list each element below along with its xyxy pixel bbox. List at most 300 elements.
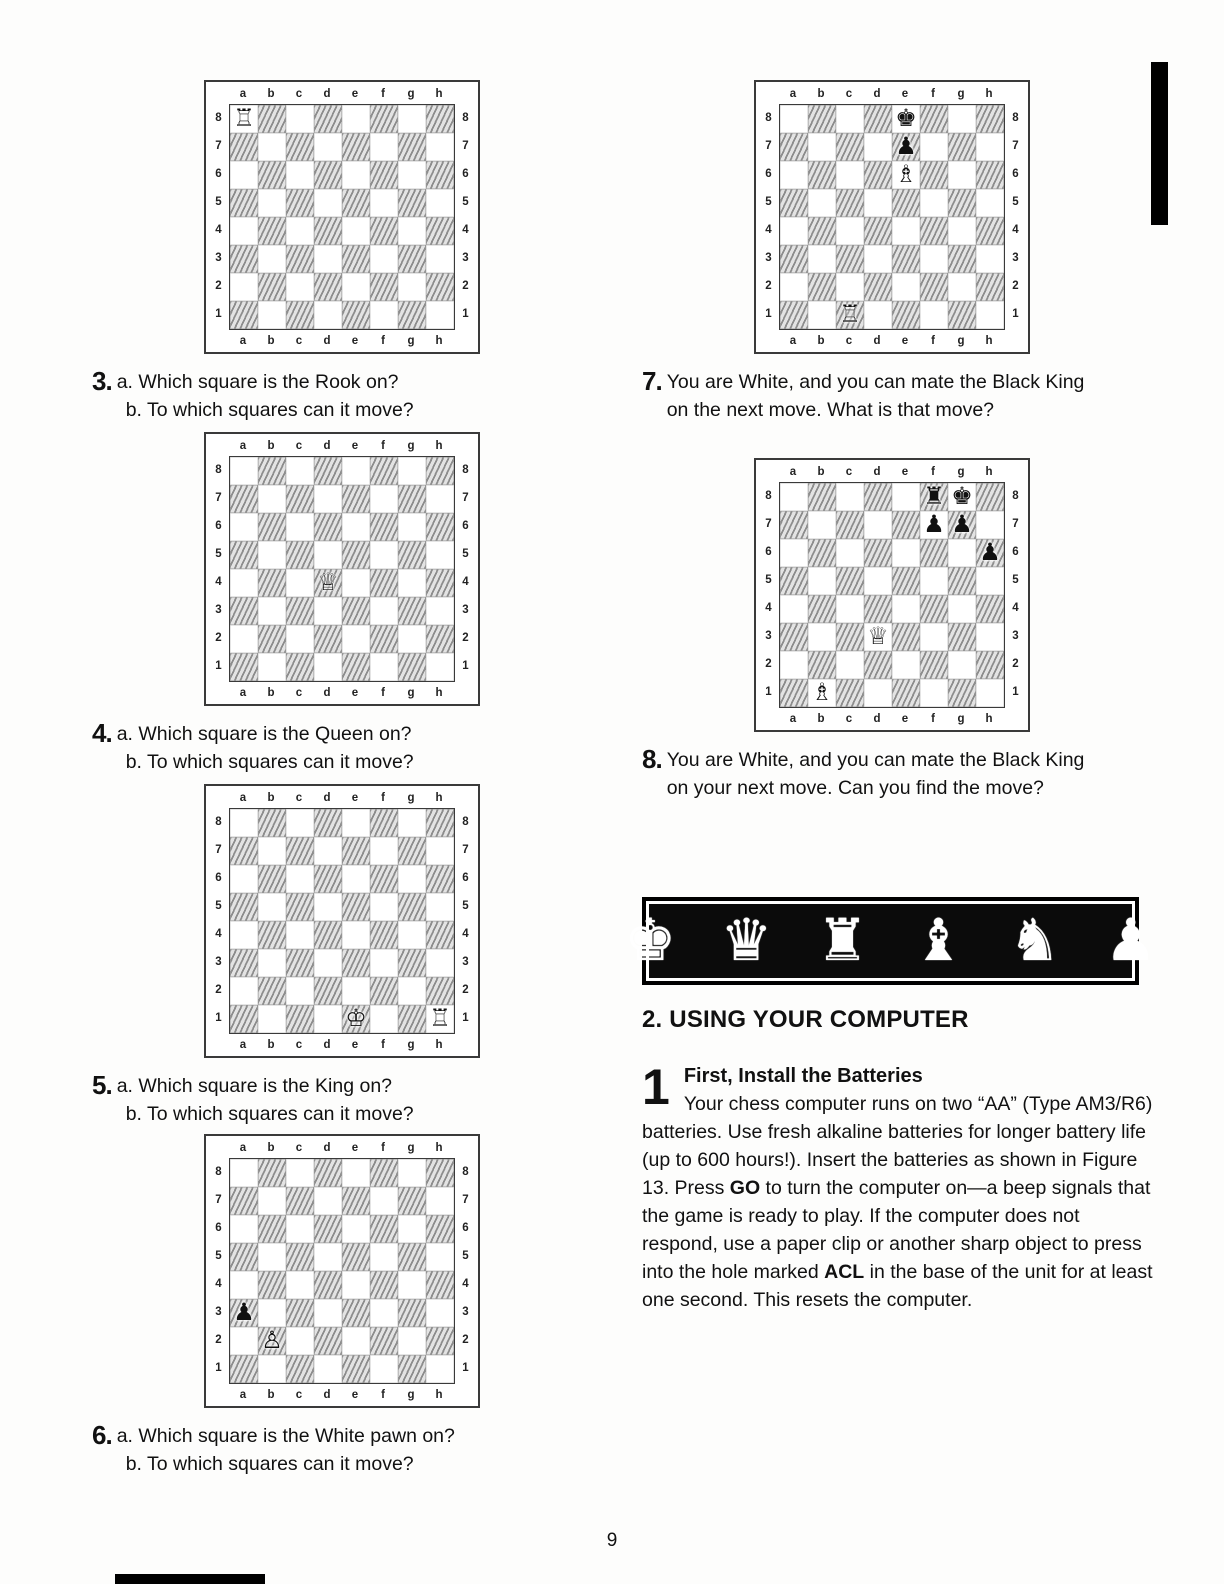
board-square-e5 [892,189,920,217]
file-label: a [789,712,797,725]
board-square-h1 [426,1355,454,1383]
board-square-b4 [258,569,286,597]
rank-label: 6 [1012,168,1019,180]
step-paragraph: Your chess computer runs on two “AA” (Type AM3/R6) batteries. Use fresh alkaline batteries for longer battery life (up to 600 hours!). Insert the batteries as shown in Figure 13. Press GO to turn the computer on—a beep signals that the game is ready to play. If the computer does not respond, use a paper clip or another sharp object to press into the hole marked ACL in the base of the unit for at least one second. This resets the computer. [642,1093,1153,1311]
rank-label: 8 [765,490,772,502]
file-label: d [323,439,331,452]
board-square-c1 [836,679,864,707]
board-square-b5 [258,893,286,921]
rank-label: 3 [462,252,469,264]
file-label: a [789,87,797,100]
file-label: e [351,439,359,452]
board-square-c4 [286,217,314,245]
file-labels-row [758,83,1026,104]
file-label: d [873,465,881,478]
board-square-h1 [976,679,1004,707]
board-square-a8 [230,1159,258,1187]
file-label: e [351,334,359,347]
rank-label: 1 [1012,308,1019,320]
file-label: h [435,439,443,452]
board-square-g8 [398,809,426,837]
board-square-g6 [948,161,976,189]
board-square-h6 [976,539,1004,567]
board-square-d5 [314,189,342,217]
board-square-h7 [426,837,454,865]
board-square-g4 [398,921,426,949]
problem-number: 8. [642,744,662,774]
board-square-b3 [258,949,286,977]
file-label: d [323,791,331,804]
board-square-g2 [948,273,976,301]
board-square-g1 [398,1355,426,1383]
board-square-d1 [314,653,342,681]
rank-label: 7 [215,492,222,504]
file-label: b [267,1141,275,1154]
chessboard-problem-8 [754,458,1030,732]
rank-label: 3 [765,630,772,642]
board-square-a8 [230,457,258,485]
board-square-c2 [286,1327,314,1355]
board-square-c1 [286,653,314,681]
board-square-c8 [286,809,314,837]
board-square-b8 [258,105,286,133]
board-square-b8 [808,483,836,511]
rank-label: 1 [765,686,772,698]
board-square-f7 [370,133,398,161]
rank-label: 3 [215,252,222,264]
board-square-b2 [258,625,286,653]
board-square-a7 [780,511,808,539]
file-label: b [817,334,825,347]
board-square-c6 [286,161,314,189]
board-square-f7 [370,1187,398,1215]
board-square-g4 [948,217,976,245]
file-label: a [789,334,797,347]
board-square-b5 [808,189,836,217]
board-square-b1 [258,1005,286,1033]
board-square-h1 [426,1005,454,1033]
file-label: b [267,686,275,699]
board-square-c3 [286,1299,314,1327]
rank-label: 3 [765,252,772,264]
file-label: f [931,712,935,725]
board-square-b3 [258,597,286,625]
file-label: g [957,465,965,478]
rank-label: 8 [215,112,222,124]
file-label: a [239,1038,247,1051]
board-square-g7 [948,511,976,539]
chessboard-problem-7 [754,80,1030,354]
file-label: e [901,712,909,725]
file-label: d [323,1038,331,1051]
board-square-a3 [780,245,808,273]
question-line-b: b. To which squares can it move? [125,1453,414,1475]
file-label: g [407,791,415,804]
board-square-d3 [314,949,342,977]
board-square-b2 [258,1327,286,1355]
board-square-f3 [370,1299,398,1327]
board-square-e1 [342,1005,370,1033]
file-label: f [931,334,935,347]
rank-label: 6 [462,520,469,532]
board-square-e3 [342,949,370,977]
file-label: e [351,1141,359,1154]
file-label: h [435,87,443,100]
board-square-a6 [230,513,258,541]
board-square-d8 [314,457,342,485]
board-square-d4 [314,217,342,245]
board-square-e3 [342,245,370,273]
board-square-c3 [836,245,864,273]
board-square-g6 [398,161,426,189]
board-square-c8 [836,105,864,133]
board-square-b5 [258,541,286,569]
board-square-h6 [426,161,454,189]
board-square-c5 [286,541,314,569]
board-square-e2 [892,651,920,679]
board-square-g8 [948,105,976,133]
board-square-e4 [342,921,370,949]
rank-label: 6 [215,168,222,180]
board-square-g2 [398,273,426,301]
chessboard-exercise-5 [204,784,480,1058]
board-square-d3 [314,597,342,625]
file-label: g [957,334,965,347]
board-square-g5 [398,1243,426,1271]
board-square-h2 [426,1327,454,1355]
chessboard-exercise-3 [204,80,480,354]
board-square-b1 [258,653,286,681]
file-label: c [295,791,303,804]
rank-label: 5 [215,196,222,208]
board-square-b6 [258,1215,286,1243]
board-square-h6 [426,865,454,893]
board-square-b4 [258,921,286,949]
problem-8-caption [642,746,1142,802]
board-square-e6 [342,161,370,189]
board-square-a6 [230,1215,258,1243]
rank-labels-column [455,1158,476,1384]
board-square-b3 [258,1299,286,1327]
board-square-f4 [370,1271,398,1299]
file-label: c [295,334,303,347]
board-square-f3 [370,949,398,977]
rank-label: 8 [215,1166,222,1178]
board-square-e6 [342,865,370,893]
board-square-c6 [286,513,314,541]
chess-piece-icon: ♕ [317,569,339,596]
board-square-c2 [286,977,314,1005]
board-square-b3 [258,245,286,273]
rank-label: 4 [765,224,772,236]
board-square-g8 [398,1159,426,1187]
board-square-e5 [342,1243,370,1271]
rank-label: 3 [462,1306,469,1318]
board-square-d7 [314,485,342,513]
board-square-g3 [948,623,976,651]
board-square-d4 [864,595,892,623]
board-square-e8 [342,457,370,485]
board-square-g4 [948,595,976,623]
board-square-e7 [892,133,920,161]
board-square-b7 [808,511,836,539]
question-line-a: a. Which square is the Rook on? [116,371,399,393]
board-square-h2 [426,977,454,1005]
rank-label: 1 [1012,686,1019,698]
chess-piece-icon: ♖ [233,105,255,132]
board-square-d8 [314,809,342,837]
rank-label: 7 [215,1194,222,1206]
board-square-h8 [426,1159,454,1187]
file-label: e [901,87,909,100]
board-square-h4 [426,1271,454,1299]
board-square-e7 [342,1187,370,1215]
board-square-c2 [836,651,864,679]
rank-label: 8 [462,464,469,476]
board-square-a8 [230,809,258,837]
board-square-h8 [426,457,454,485]
board-square-f4 [920,595,948,623]
rank-label: 2 [462,280,469,292]
board-square-e4 [342,217,370,245]
board-square-g2 [948,651,976,679]
board-square-d5 [314,1243,342,1271]
board-square-a2 [230,977,258,1005]
board-square-a1 [230,1005,258,1033]
board-square-e8 [342,1159,370,1187]
rank-label: 7 [765,518,772,530]
board-square-c7 [286,133,314,161]
rank-label: 7 [215,844,222,856]
rank-label: 6 [462,1222,469,1234]
board-square-g3 [398,245,426,273]
rank-labels-column [455,456,476,682]
board-square-e6 [342,513,370,541]
file-label: d [873,334,881,347]
board-square-d5 [314,893,342,921]
rank-labels-column [455,808,476,1034]
rank-labels-column [455,104,476,330]
board-square-f3 [370,245,398,273]
board-square-b1 [808,301,836,329]
rank-label: 4 [215,1278,222,1290]
board-square-f8 [370,809,398,837]
board-square-f6 [370,1215,398,1243]
board-square-c4 [286,1271,314,1299]
board-square-a4 [230,1271,258,1299]
board-square-c7 [836,511,864,539]
board-square-g3 [398,1299,426,1327]
file-label: d [323,1141,331,1154]
file-label: g [407,1388,415,1401]
board-square-e2 [342,273,370,301]
board-square-d6 [864,161,892,189]
board-square-f5 [370,1243,398,1271]
rank-label: 4 [765,602,772,614]
board-square-a1 [780,301,808,329]
exercise-3 [92,80,592,424]
board-squares-grid [779,482,1005,708]
rank-label: 3 [462,604,469,616]
board-square-a7 [780,133,808,161]
board-square-d7 [864,511,892,539]
rank-label: 1 [462,308,469,320]
file-label: d [323,334,331,347]
file-label: a [239,439,247,452]
file-label: f [381,1388,385,1401]
rank-label: 6 [765,546,772,558]
board-square-b4 [258,1271,286,1299]
rank-label: 7 [215,140,222,152]
board-square-d4 [314,569,342,597]
board-square-d2 [314,977,342,1005]
board-square-d7 [314,133,342,161]
board-square-g3 [398,597,426,625]
board-square-f2 [370,625,398,653]
file-label: b [267,334,275,347]
board-square-a8 [230,105,258,133]
board-square-e3 [892,245,920,273]
board-square-e5 [892,567,920,595]
rank-label: 2 [462,984,469,996]
exercise-number: 5. [92,1070,112,1100]
board-square-g2 [398,1327,426,1355]
file-label: f [381,334,385,347]
file-labels-row [758,330,1026,351]
board-squares-grid [229,808,455,1034]
file-label: f [381,1141,385,1154]
board-square-d4 [314,921,342,949]
rank-label: 6 [462,168,469,180]
board-square-e6 [342,1215,370,1243]
board-square-h8 [976,105,1004,133]
board-square-a4 [780,217,808,245]
board-square-b5 [808,567,836,595]
board-square-f6 [370,865,398,893]
rank-label: 4 [462,576,469,588]
rank-labels-column [208,456,229,682]
rank-label: 5 [462,900,469,912]
rank-label: 8 [765,112,772,124]
rank-label: 5 [765,574,772,586]
board-square-h8 [976,483,1004,511]
board-square-c6 [836,539,864,567]
rank-label: 3 [215,956,222,968]
rank-label: 7 [462,844,469,856]
board-square-d5 [314,541,342,569]
chess-piece-icon: ♙ [261,1327,283,1354]
board-square-d3 [314,1299,342,1327]
board-square-b1 [258,1355,286,1383]
board-square-g5 [948,567,976,595]
exercise-question [117,368,414,424]
rank-label: 5 [462,1250,469,1262]
rank-label: 5 [1012,574,1019,586]
board-square-c8 [286,1159,314,1187]
board-square-b5 [258,1243,286,1271]
board-square-e4 [892,595,920,623]
board-square-c4 [286,921,314,949]
board-square-g4 [398,569,426,597]
file-label: f [931,87,935,100]
rank-label: 8 [462,1166,469,1178]
board-square-g1 [398,1005,426,1033]
exercise-question [117,1422,455,1478]
board-square-h8 [426,105,454,133]
board-square-d4 [314,1271,342,1299]
board-square-h8 [426,809,454,837]
page-number: 9 [606,1530,618,1551]
board-square-f1 [370,1005,398,1033]
board-square-h5 [426,541,454,569]
board-square-a4 [230,921,258,949]
board-square-h7 [426,1187,454,1215]
board-square-g1 [398,301,426,329]
board-square-f2 [370,977,398,1005]
rank-label: 2 [1012,280,1019,292]
board-square-e4 [892,217,920,245]
exercise-question [117,1072,414,1128]
rank-label: 3 [1012,252,1019,264]
board-square-h1 [426,301,454,329]
file-label: a [239,1141,247,1154]
board-square-d6 [314,865,342,893]
rank-labels-column [758,104,779,330]
file-label: e [901,465,909,478]
file-label: a [239,87,247,100]
file-label: e [351,1038,359,1051]
exercise-number: 6. [92,1420,112,1450]
chess-piece-icon: ♗ [811,679,833,706]
chess-piece-icon: ♟ [979,539,1001,566]
exercise-6 [92,1134,592,1478]
file-label: g [957,87,965,100]
board-squares-grid [229,456,455,682]
file-labels-row [208,330,476,351]
board-square-f8 [370,457,398,485]
board-square-d8 [864,105,892,133]
board-square-h4 [426,921,454,949]
board-square-a3 [230,949,258,977]
board-square-a1 [230,301,258,329]
exercise-5-caption [92,1072,592,1128]
board-square-h3 [426,597,454,625]
board-square-f2 [920,273,948,301]
board-square-c1 [836,301,864,329]
board-square-b6 [258,161,286,189]
board-square-h7 [426,133,454,161]
board-square-f4 [920,217,948,245]
board-squares-grid [779,104,1005,330]
board-square-f4 [370,921,398,949]
rank-label: 5 [462,196,469,208]
board-square-g7 [398,837,426,865]
rank-label: 2 [765,658,772,670]
board-square-a7 [230,1187,258,1215]
board-square-d2 [314,625,342,653]
file-label: h [985,712,993,725]
board-square-b2 [808,273,836,301]
file-label: e [351,87,359,100]
board-square-c8 [286,105,314,133]
board-square-d1 [314,1355,342,1383]
board-square-g5 [398,893,426,921]
rank-label: 1 [462,660,469,672]
rank-labels-column [208,1158,229,1384]
board-square-f8 [370,1159,398,1187]
board-square-a5 [230,541,258,569]
board-square-d1 [314,301,342,329]
